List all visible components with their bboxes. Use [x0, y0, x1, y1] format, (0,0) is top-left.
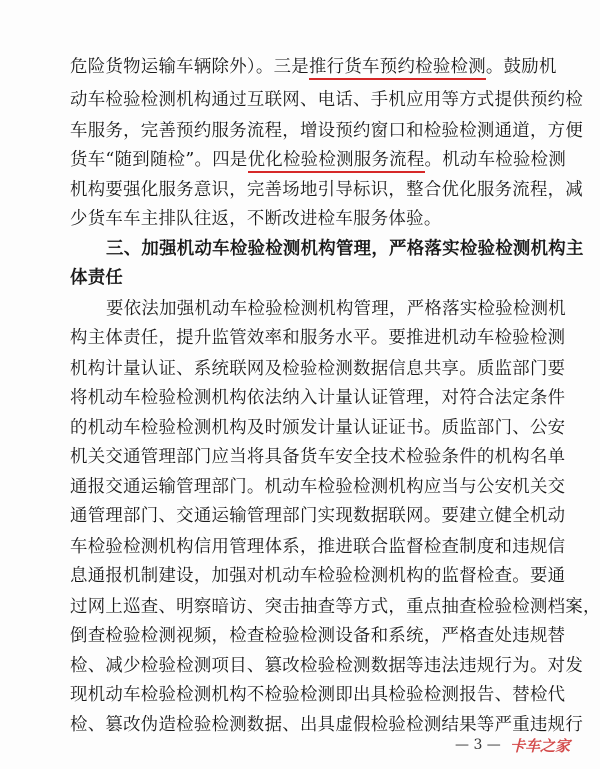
text-segment: 危险货物运输车辆除外）。三是: [70, 57, 309, 77]
text-line: [70, 651, 584, 681]
text-segment: 构主体责任，提升监管效率和服务水平。要推进机动车检验检测: [70, 328, 566, 348]
text-line: [70, 294, 566, 324]
text-line: [70, 501, 566, 531]
text-segment: 通报交通运输管理部门。机动车检验检测机构应当与公安机关交: [70, 477, 566, 497]
text-line: [70, 472, 566, 502]
text-segment: 要依法加强机动车检验检测机构管理，严格落实检验检测机: [106, 299, 566, 319]
section-heading-text: 三、加强机动车检验检测机构管理，严格落实检验检测机构主: [106, 239, 584, 259]
section-heading-text: 体责任: [70, 268, 124, 288]
watermark-logo: 卡车之家: [510, 737, 571, 755]
text-segment: 货车“随到随检”。四是: [70, 150, 248, 170]
text-segment: 将机动车检验检测机构依法纳入计量认证管理，对符合法定条件: [70, 388, 566, 408]
text-line: [70, 52, 557, 82]
text-line: [70, 354, 566, 384]
text-segment: 动车检验检测机构通过互联网、电话、手机应用等方式提供预约检: [70, 90, 584, 110]
text-line: [70, 561, 566, 591]
text-line: [70, 621, 566, 651]
text-line: [70, 592, 601, 622]
text-line: [70, 204, 530, 234]
text-segment: 息通报机制建设，加强对机动车检验检测机构的监督检查。要通: [70, 566, 566, 586]
underlined-phrase: 推行货车预约检验检测: [309, 57, 486, 80]
text-segment: 检、篡改伪造检验检测数据、出具虚假检验检测结果等严重违规行: [70, 715, 584, 735]
text-line: [70, 175, 584, 205]
page-number: — 3 —: [455, 737, 501, 753]
text-segment: 车检验检测机构信用管理体系，推进联合监督检查制度和违规信: [70, 537, 566, 557]
text-segment: 通管理部门、交通运输管理部门实现数据联网。要建立健全机动: [70, 506, 566, 526]
text-line: [70, 383, 566, 413]
text-segment: 检、减少检验检测项目、篡改检验检测数据等违法违规行为。对发: [70, 656, 584, 676]
text-line: [70, 442, 566, 472]
text-segment: 现机动车检验检测机构不检验检测即出具检验检测报告、替检代: [70, 685, 566, 705]
text-segment: 过网上巡查、明察暗访、突击抽查等方式，重点抽查检验检测档案，: [70, 597, 601, 617]
text-segment: 倒查检验检测视频，检查检验检测设备和系统，严格查处违规替: [70, 626, 566, 646]
text-segment: 机关交通管理部门应当将具备货车安全技术检验条件的机构名单: [70, 447, 566, 467]
text-line: [70, 85, 584, 115]
text-segment: 机构要强化服务意识，完善场地引导标识，整合优化服务流程，减: [70, 180, 584, 200]
text-segment: 。机动车检验检测: [424, 150, 567, 170]
text-segment: 机构计量认证、系统联网及检验检测数据信息共享。质监部门要: [70, 359, 566, 379]
text-segment: 少货车车主排队往返，不断改进检车服务体验。: [70, 209, 442, 229]
text-segment: 的机动车检验检测机构及时颁发计量认证证书。质监部门、公安: [70, 418, 566, 438]
text-line: [70, 680, 566, 710]
text-segment: 车服务，完善预约服务流程，增设预约窗口和检验检测通道，方便: [70, 121, 584, 141]
underlined-phrase: 优化检验检测服务流程: [248, 150, 425, 173]
text-line: [70, 116, 584, 146]
text-line: [70, 234, 584, 264]
text-segment: 。鼓励机: [485, 57, 557, 77]
text-line: [70, 145, 567, 175]
text-line: [70, 532, 566, 562]
text-line: [70, 413, 566, 443]
text-line: [70, 323, 566, 353]
text-line: [70, 263, 530, 293]
